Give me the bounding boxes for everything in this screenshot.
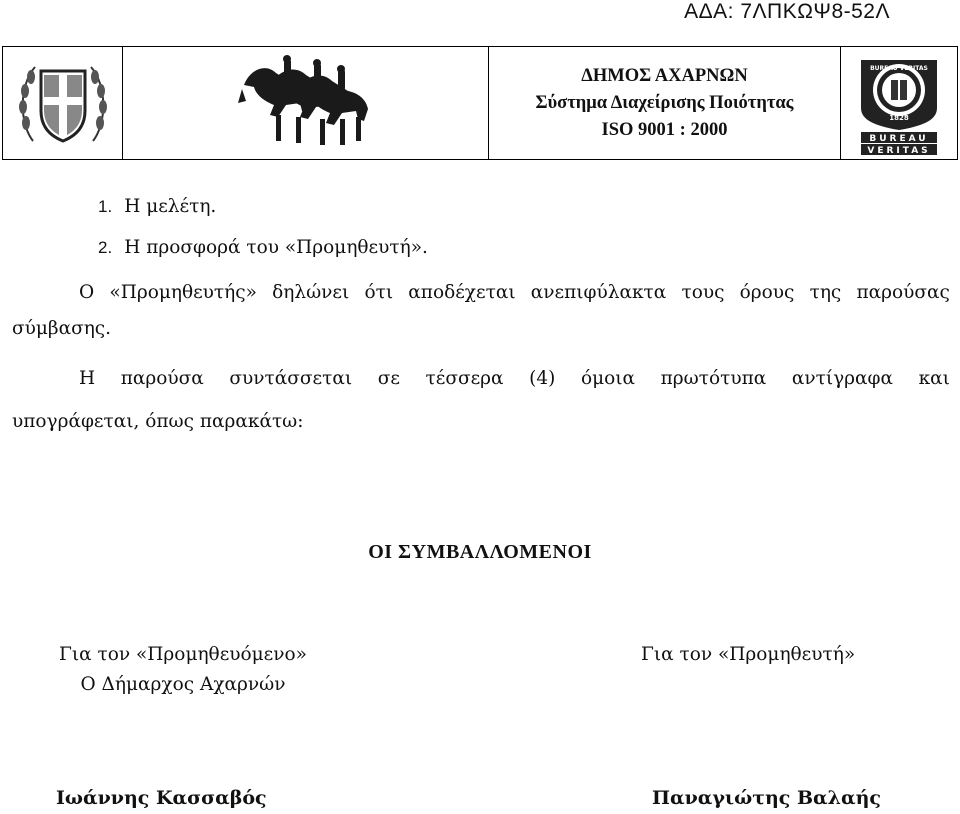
greek-coat-of-arms-icon [13, 53, 113, 153]
paragraph-last-line: σύμβασης. [12, 318, 112, 339]
signatories-heading: ΟΙ ΣΥΜΒΑΛΛΟΜΕΝΟΙ [368, 541, 592, 563]
word: Η [79, 368, 96, 389]
paragraph-line [12, 367, 950, 391]
word: «Προμηθευτής» [109, 282, 257, 303]
word: ανεπιφύλακτα [530, 282, 667, 303]
word: (4) [529, 368, 556, 389]
buyer-role: Για τον «Προμηθευόμενο» [59, 644, 307, 665]
list-item-2 [98, 236, 428, 260]
word: και [918, 368, 950, 389]
word: τέσσερα [425, 368, 504, 389]
word: παρούσα [120, 368, 204, 389]
word: τους [681, 282, 725, 303]
municipal-logo-cell [123, 47, 489, 159]
supplier-signature-block [641, 640, 855, 670]
bv-bottom-text-1: BUREAU [869, 134, 929, 144]
word: της [809, 282, 842, 303]
word: σε [377, 368, 400, 389]
iso-standard: ISO 9001 : 2000 [601, 119, 728, 140]
document-header [2, 46, 958, 160]
list-item-text: Η μελέτη. [124, 196, 217, 217]
word: συντάσσεται [229, 368, 353, 389]
municipality-name: ΔΗΜΟΣ ΑΧΑΡΝΩΝ [581, 65, 748, 86]
word: αποδέχεται [408, 282, 516, 303]
word: όρους [739, 282, 795, 303]
paragraph-line [12, 281, 950, 305]
word: παρούσας [856, 282, 950, 303]
buyer-signatory-name: Ιωάννης Κασσαβός [56, 787, 267, 809]
word: δηλώνει [272, 282, 350, 303]
acceptance-paragraph [12, 281, 950, 341]
word: αντίγραφα [791, 368, 893, 389]
paragraph-last-line: υπογράφεται, όπως παρακάτω: [12, 411, 304, 432]
horses-riders-logo-icon [236, 55, 376, 151]
word: ότι [364, 282, 394, 303]
buyer-title: Ο Δήμαρχος Αχαρνών [80, 674, 286, 695]
list-item-text: Η προσφορά του «Προμηθευτή». [124, 237, 428, 258]
bureau-veritas-logo-icon [853, 50, 945, 156]
list-item-number: 1. [98, 197, 113, 216]
header-text-cell [489, 47, 841, 159]
supplier-signatory-name: Παναγιώτης Βαλαής [652, 787, 881, 809]
certification-logo-cell [841, 47, 957, 159]
word: όμοια [580, 368, 636, 389]
copies-paragraph [12, 367, 950, 434]
bv-top-text: BUREAU VERITAS [870, 65, 928, 72]
list-item-1 [98, 195, 216, 219]
word: Ο [79, 282, 95, 303]
supplier-role: Για τον «Προμηθευτή» [641, 644, 856, 665]
list-item-number: 2. [98, 238, 113, 257]
buyer-signature-block [52, 640, 314, 700]
word: πρωτότυπα [660, 368, 767, 389]
bv-year-text: 1828 [889, 114, 909, 122]
ada-code: ΑΔΑ: 7ΛΠΚΩΨ8-52Λ [684, 0, 890, 23]
quality-system-title: Σύστημα Διαχείρισης Ποιότητας [535, 92, 794, 113]
emblem-cell [3, 47, 123, 159]
bv-bottom-text-2: VERITAS [867, 146, 931, 156]
